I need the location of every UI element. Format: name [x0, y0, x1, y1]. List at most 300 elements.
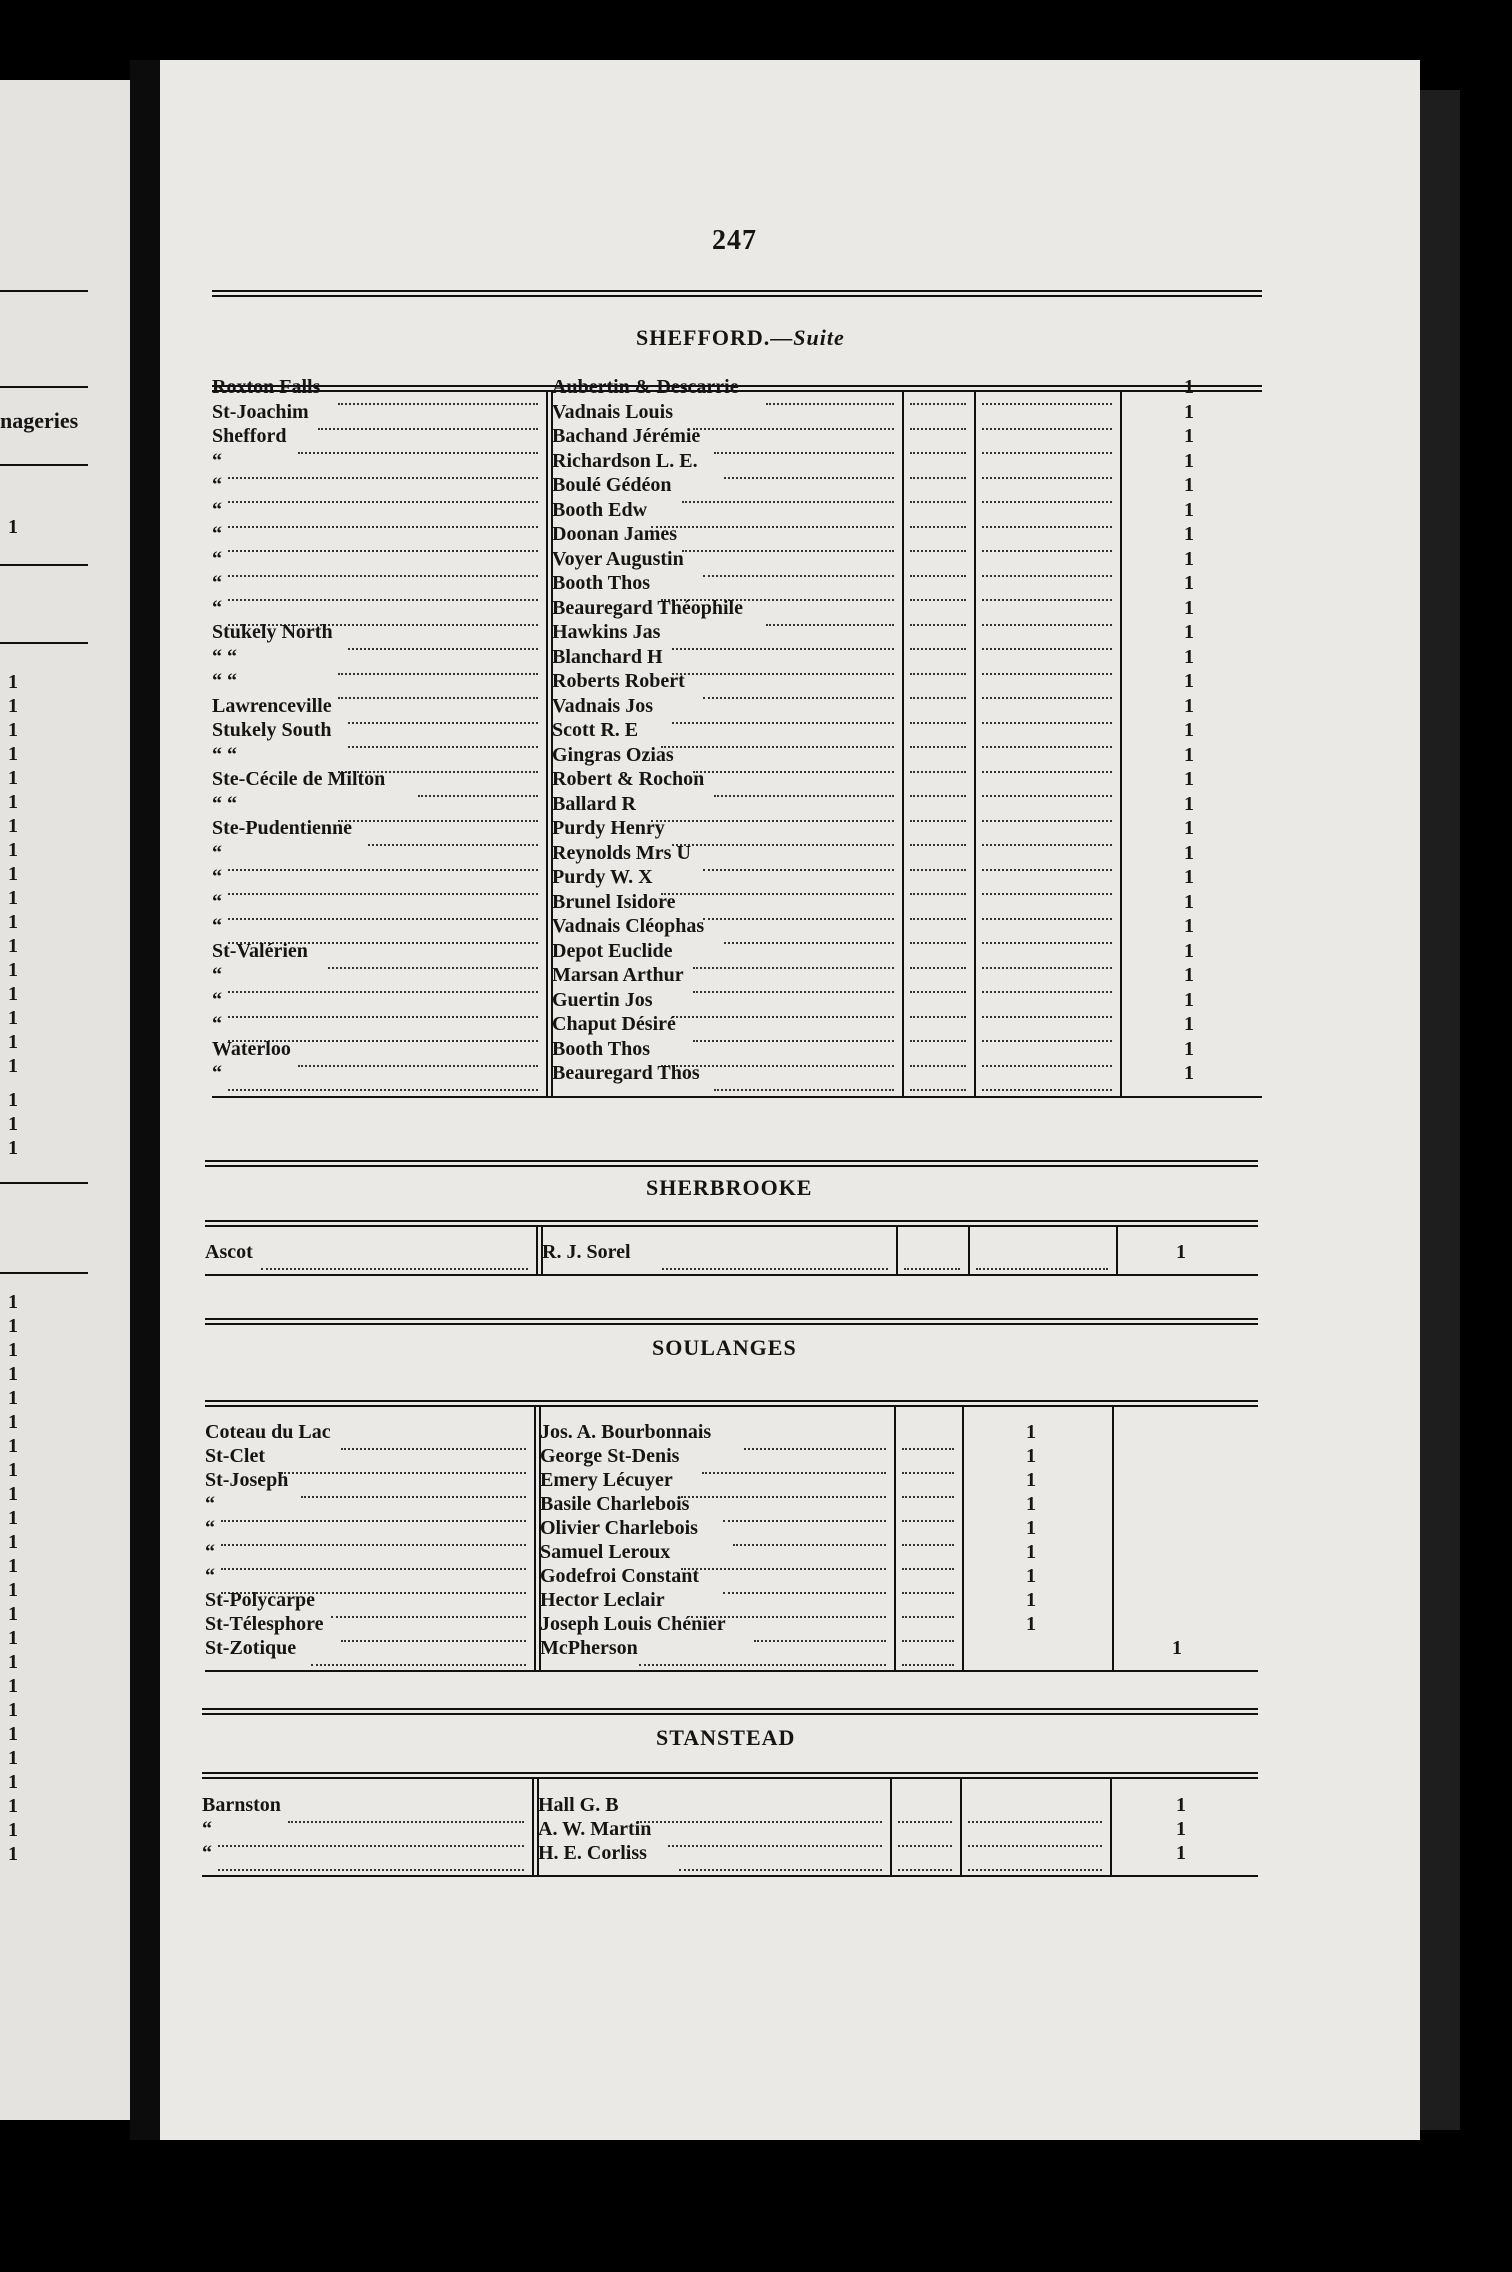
leader-dots — [968, 1845, 1102, 1871]
leader-dots — [348, 698, 538, 724]
leader-dots — [910, 698, 966, 724]
row-place: St-Zotique — [205, 1637, 297, 1659]
row-name: H. E. Corliss — [538, 1842, 647, 1864]
row-name: George St-Denis — [540, 1445, 680, 1467]
row-count: 1 — [1184, 670, 1194, 692]
leader-dots — [703, 845, 894, 871]
strip-number: 1 — [8, 983, 18, 1005]
row-place: “ — [212, 1062, 222, 1084]
leader-dots — [982, 1016, 1112, 1042]
row-name: Emery Lécuyer — [540, 1469, 673, 1491]
strip-number: 1 — [8, 1795, 18, 1817]
leader-dots — [902, 1592, 954, 1618]
column-rule — [1116, 1226, 1118, 1274]
strip-number: 1 — [8, 671, 18, 693]
strip-number: 1 — [8, 1651, 18, 1673]
leader-dots — [724, 918, 894, 944]
row-name: Jos. A. Bourbonnais — [540, 1421, 712, 1443]
leader-dots — [668, 1821, 882, 1847]
leader-dots — [904, 1244, 960, 1270]
leader-dots — [982, 747, 1112, 773]
leader-dots — [693, 404, 895, 430]
row-count: 1 — [1176, 1794, 1186, 1816]
leader-dots — [281, 1448, 526, 1474]
leader-dots — [301, 1472, 526, 1498]
leader-dots — [982, 1041, 1112, 1067]
leader-dots — [311, 1640, 526, 1666]
leader-dots — [910, 502, 966, 528]
row-count: 1 — [1176, 1842, 1186, 1864]
leader-dots — [672, 649, 895, 675]
leader-dots — [902, 1544, 954, 1570]
strip-number: 1 — [8, 911, 18, 933]
row-count: 1 — [1184, 792, 1194, 815]
leader-dots — [898, 1845, 952, 1871]
leader-dots — [338, 796, 538, 822]
strip-number: 1 — [8, 887, 18, 909]
strip-number: 1 — [8, 1627, 18, 1649]
leader-dots — [338, 649, 538, 675]
strip-number: 1 — [8, 1339, 18, 1361]
column-rule — [960, 1778, 962, 1875]
row-name: Purdy Henry — [552, 817, 665, 839]
leader-dots — [754, 1616, 886, 1642]
section-title-suffix: Suite — [793, 325, 845, 350]
leader-dots — [702, 1448, 887, 1474]
leader-dots — [902, 1616, 954, 1642]
leader-dots — [982, 453, 1112, 479]
column-rule — [896, 1226, 898, 1274]
strip-number: 1 — [8, 1089, 18, 1111]
leader-dots — [228, 967, 538, 993]
leader-dots — [910, 894, 966, 920]
leader-dots — [982, 379, 1112, 405]
leader-dots — [723, 1568, 887, 1594]
strip-number: 1 — [8, 863, 18, 885]
strip-number: 1 — [8, 1579, 18, 1601]
row-count: 1 — [1184, 866, 1194, 888]
strip-number: 1 — [8, 1411, 18, 1433]
row-place: “ — [202, 1818, 212, 1840]
section-bottom-rule — [212, 1096, 1262, 1098]
row-place: “ — [212, 449, 222, 472]
row-name: Reynolds Mrs U — [552, 841, 691, 864]
section-top-rule — [212, 290, 1262, 297]
row-count: 1 — [1026, 1445, 1036, 1467]
row-name: Voyer Augustin — [552, 547, 684, 570]
row-name: Roberts Robert — [552, 670, 685, 692]
row-name: Vadnais Louis — [552, 400, 673, 423]
leader-dots — [714, 428, 895, 454]
row-count: 1 — [1026, 1421, 1036, 1443]
row-count: 1 — [1184, 743, 1194, 766]
leader-dots — [637, 1797, 883, 1823]
leader-dots — [982, 698, 1112, 724]
row-name: Samuel Leroux — [540, 1541, 671, 1563]
leader-dots — [910, 453, 966, 479]
strip-rule — [0, 564, 88, 566]
leader-dots — [261, 1244, 528, 1270]
leader-dots — [902, 1496, 954, 1522]
leader-dots — [982, 918, 1112, 944]
section-title: SOULANGES — [652, 1335, 797, 1360]
leader-dots — [679, 1845, 883, 1871]
column-rule — [1112, 1406, 1114, 1670]
leader-dots — [221, 1496, 526, 1522]
leader-dots — [982, 624, 1112, 650]
leader-dots — [744, 1424, 887, 1450]
leader-dots — [982, 575, 1112, 601]
leader-dots — [898, 1797, 952, 1823]
leader-dots — [228, 845, 538, 871]
leader-dots — [902, 1568, 954, 1594]
leader-dots — [221, 1544, 526, 1570]
row-place: St-Joachim — [212, 400, 309, 423]
leader-dots — [418, 771, 538, 797]
leader-dots — [682, 526, 894, 552]
leader-dots — [218, 1821, 524, 1847]
column-rule — [962, 1406, 964, 1670]
section-title: SHERBROOKE — [646, 1175, 813, 1200]
leader-dots — [902, 1472, 954, 1498]
row-name: Vadnais Jos — [552, 694, 653, 717]
leader-dots — [910, 624, 966, 650]
strip-rule — [0, 386, 88, 388]
column-rule — [890, 1778, 892, 1875]
strip-number: 1 — [8, 1291, 18, 1313]
leader-dots — [672, 698, 895, 724]
row-name: Booth Thos — [552, 572, 651, 594]
leader-dots — [714, 1065, 895, 1091]
section-header-rule — [205, 1400, 1258, 1407]
leader-dots — [766, 379, 894, 405]
row-count: 1 — [1184, 841, 1194, 864]
row-place: Stukely South — [212, 719, 332, 741]
section-bottom-rule — [205, 1670, 1258, 1672]
strip-rule — [0, 642, 88, 644]
leader-dots — [910, 747, 966, 773]
book-edge — [1420, 90, 1460, 2130]
strip-rule — [0, 464, 88, 466]
leader-dots — [910, 404, 966, 430]
leader-dots — [703, 894, 894, 920]
strip-number: 1 — [8, 1603, 18, 1625]
leader-dots — [910, 869, 966, 895]
row-name: Godefroi Constant — [540, 1565, 700, 1587]
row-count: 1 — [1184, 1062, 1194, 1084]
strip-number: 1 — [8, 1459, 18, 1481]
column-rule — [974, 391, 976, 1096]
row-name: Gingras Ozias — [552, 743, 674, 766]
leader-dots — [982, 796, 1112, 822]
row-name: Hector Leclair — [540, 1589, 665, 1611]
row-place: St-Valérien — [212, 939, 308, 962]
row-count: 1 — [1026, 1469, 1036, 1491]
strip-number: 1 — [8, 695, 18, 717]
leader-dots — [341, 1424, 526, 1450]
strip-number: 1 — [8, 1507, 18, 1529]
leader-dots — [982, 722, 1112, 748]
row-name: Brunel Isidore — [552, 890, 676, 913]
leader-dots — [298, 1041, 538, 1067]
leader-dots — [902, 1520, 954, 1546]
leader-dots — [703, 673, 894, 699]
row-count: 1 — [1176, 1241, 1186, 1263]
leader-dots — [982, 404, 1112, 430]
leader-dots — [218, 1845, 524, 1871]
leader-dots — [639, 1640, 887, 1666]
row-count: 1 — [1184, 817, 1194, 839]
leader-dots — [228, 575, 538, 601]
row-name: Olivier Charlebois — [540, 1517, 698, 1539]
row-place: “ — [202, 1842, 212, 1864]
row-place: “ — [212, 547, 222, 570]
leader-dots — [910, 649, 966, 675]
row-count: 1 — [1026, 1541, 1036, 1563]
leader-dots — [661, 869, 894, 895]
row-place: Barnston — [202, 1794, 281, 1816]
leader-dots — [982, 526, 1112, 552]
row-place: “ “ — [212, 792, 237, 815]
row-count: 1 — [1026, 1613, 1036, 1635]
leader-dots — [968, 1797, 1102, 1823]
strip-number: 1 — [8, 935, 18, 957]
leader-dots — [766, 600, 894, 626]
row-place: Shefford — [212, 425, 287, 447]
row-count: 1 — [1184, 1037, 1194, 1060]
leader-dots — [982, 600, 1112, 626]
row-count: 1 — [1184, 939, 1194, 962]
row-name: Marsan Arthur — [552, 964, 684, 986]
leader-dots — [968, 1821, 1102, 1847]
leader-dots — [693, 943, 895, 969]
leader-dots — [910, 575, 966, 601]
leader-dots — [221, 1520, 526, 1546]
row-place: Ascot — [205, 1241, 253, 1263]
section-title: STANSTEAD — [656, 1725, 796, 1750]
strip-number: 1 — [8, 1675, 18, 1697]
leader-dots — [341, 1616, 526, 1642]
leader-dots — [328, 943, 538, 969]
row-place: “ — [212, 498, 222, 521]
strip-rule — [0, 1182, 88, 1184]
strip-number: 1 — [8, 839, 18, 861]
leader-dots — [982, 894, 1112, 920]
row-place: Waterloo — [212, 1037, 291, 1060]
row-place: Ste-Pudentienne — [212, 817, 352, 839]
row-count: 1 — [1184, 964, 1194, 986]
column-rule — [902, 391, 904, 1096]
row-place: “ — [212, 866, 222, 888]
row-place: “ — [212, 964, 222, 986]
leader-dots — [651, 502, 895, 528]
strip-number: 1 — [8, 1555, 18, 1577]
leader-dots — [661, 722, 894, 748]
leader-dots — [651, 796, 895, 822]
row-count: 1 — [1184, 1013, 1194, 1035]
row-name: Vadnais Cléophas — [552, 915, 705, 937]
leader-dots — [318, 404, 538, 430]
leader-dots — [982, 502, 1112, 528]
row-name: Doonan James — [552, 523, 678, 545]
leader-dots — [298, 428, 538, 454]
row-place: “ — [212, 841, 222, 864]
row-count: 1 — [1026, 1589, 1036, 1611]
leader-dots — [348, 722, 538, 748]
leader-dots — [982, 967, 1112, 993]
strip-number: 1 — [8, 815, 18, 837]
row-name: Ballard R — [552, 792, 636, 815]
row-name: R. J. Sorel — [542, 1241, 631, 1263]
row-place: Coteau du Lac — [205, 1421, 331, 1443]
leader-dots — [733, 1520, 886, 1546]
leader-dots — [672, 992, 895, 1018]
leader-dots — [693, 967, 895, 993]
leader-dots — [723, 1496, 887, 1522]
leader-dots — [338, 379, 538, 405]
section-bottom-rule — [202, 1875, 1258, 1877]
leader-dots — [902, 1424, 954, 1450]
strip-number: 1 — [8, 1315, 18, 1337]
leader-dots — [982, 673, 1112, 699]
row-name: Scott R. E — [552, 719, 639, 741]
row-count: 1 — [1026, 1517, 1036, 1539]
leader-dots — [228, 551, 538, 577]
row-count: 1 — [1184, 498, 1194, 521]
section-top-rule — [202, 1708, 1258, 1715]
leader-dots — [982, 845, 1112, 871]
row-name: Hawkins Jas — [552, 621, 661, 643]
row-place: “ “ — [212, 645, 237, 668]
row-count: 1 — [1184, 768, 1194, 790]
column-rule — [968, 1226, 970, 1274]
row-name: Basile Charlebois — [540, 1493, 690, 1515]
row-name: Blanchard H — [552, 645, 663, 668]
leader-dots — [681, 1544, 887, 1570]
leader-dots — [693, 1016, 895, 1042]
leader-dots — [910, 1065, 966, 1091]
row-count: 1 — [1184, 915, 1194, 937]
row-place: “ “ — [212, 670, 237, 692]
row-name: Chaput Désiré — [552, 1013, 676, 1035]
row-place: “ — [212, 1013, 222, 1035]
leader-dots — [338, 673, 538, 699]
row-name: Beauregard Théophile — [552, 596, 743, 619]
strip-number: 1 — [8, 1531, 18, 1553]
column-rule — [1120, 391, 1122, 1096]
leader-dots — [672, 624, 895, 650]
row-place: “ — [212, 988, 222, 1011]
row-name: A. W. Martin — [538, 1818, 652, 1840]
leader-dots — [681, 1472, 887, 1498]
row-place: Lawrenceville — [212, 694, 332, 717]
section-title: SHEFFORD.—Suite — [636, 325, 845, 350]
row-name: Beauregard Thos — [552, 1062, 700, 1084]
strip-number: 1 — [8, 1007, 18, 1029]
strip-number: 1 — [8, 1031, 18, 1053]
leader-dots — [682, 477, 894, 503]
leader-dots — [228, 992, 538, 1018]
leader-dots — [982, 1065, 1112, 1091]
leader-dots — [982, 771, 1112, 797]
column-rule — [894, 1406, 896, 1670]
strip-rule — [0, 1272, 88, 1274]
row-count: 1 — [1026, 1493, 1036, 1515]
leader-dots — [910, 477, 966, 503]
leader-dots — [902, 1448, 954, 1474]
column-rule — [1110, 1778, 1112, 1875]
row-place: “ — [212, 890, 222, 913]
row-place: St-Joseph — [205, 1469, 289, 1491]
leader-dots — [982, 551, 1112, 577]
row-count: 1 — [1184, 988, 1194, 1011]
row-name: Booth Thos — [552, 1037, 651, 1060]
leader-dots — [368, 820, 538, 846]
row-place: “ — [212, 572, 222, 594]
leader-dots — [982, 477, 1112, 503]
row-name: Richardson L. E. — [552, 449, 698, 472]
row-name: Depot Euclide — [552, 939, 673, 962]
section-header-rule — [202, 1772, 1258, 1779]
row-place: “ — [212, 523, 222, 545]
leader-dots — [910, 673, 966, 699]
row-name: Robert & Rochon — [552, 768, 705, 790]
leader-dots — [982, 943, 1112, 969]
strip-number: 1 — [8, 791, 18, 813]
section-top-rule — [205, 1160, 1258, 1167]
strip-number: 1 — [8, 1843, 18, 1865]
leader-dots — [976, 1244, 1108, 1270]
strip-number: 1 — [8, 1819, 18, 1841]
row-count: 1 — [1184, 376, 1194, 398]
strip-number: 1 — [8, 1055, 18, 1077]
row-count: 1 — [1184, 621, 1194, 643]
row-place: St-Télesphore — [205, 1613, 324, 1635]
leader-dots — [703, 551, 894, 577]
row-name: Joseph Louis Chénier — [540, 1613, 726, 1635]
section-top-rule — [205, 1318, 1258, 1325]
leader-dots — [228, 894, 538, 920]
strip-rule — [0, 290, 88, 292]
row-place: St-Clet — [205, 1445, 265, 1467]
row-count: 1 — [1172, 1637, 1182, 1659]
row-place: “ — [205, 1565, 215, 1587]
leader-dots — [228, 477, 538, 503]
row-count: 1 — [1184, 547, 1194, 570]
strip-number: 1 — [8, 1483, 18, 1505]
strip-number: 1 — [8, 1747, 18, 1769]
row-place: Roxton Falls — [212, 376, 321, 398]
row-count: 1 — [1184, 694, 1194, 717]
row-count: 1 — [1184, 474, 1194, 496]
strip-number: 1 — [8, 1723, 18, 1745]
leader-dots — [910, 943, 966, 969]
leader-dots — [910, 722, 966, 748]
row-place: St-Polycarpe — [205, 1589, 315, 1611]
strip-number: 1 — [8, 767, 18, 789]
leader-dots — [228, 869, 538, 895]
section-header-rule — [205, 1220, 1258, 1227]
leader-dots — [662, 1244, 889, 1270]
leader-dots — [288, 1797, 524, 1823]
strip-number: 1 — [8, 516, 18, 538]
leader-dots — [910, 845, 966, 871]
leader-dots — [910, 967, 966, 993]
row-name: Hall G. B — [538, 1794, 619, 1816]
strip-number: 1 — [8, 1435, 18, 1457]
row-place: “ — [205, 1541, 215, 1563]
row-place: “ — [212, 915, 222, 937]
